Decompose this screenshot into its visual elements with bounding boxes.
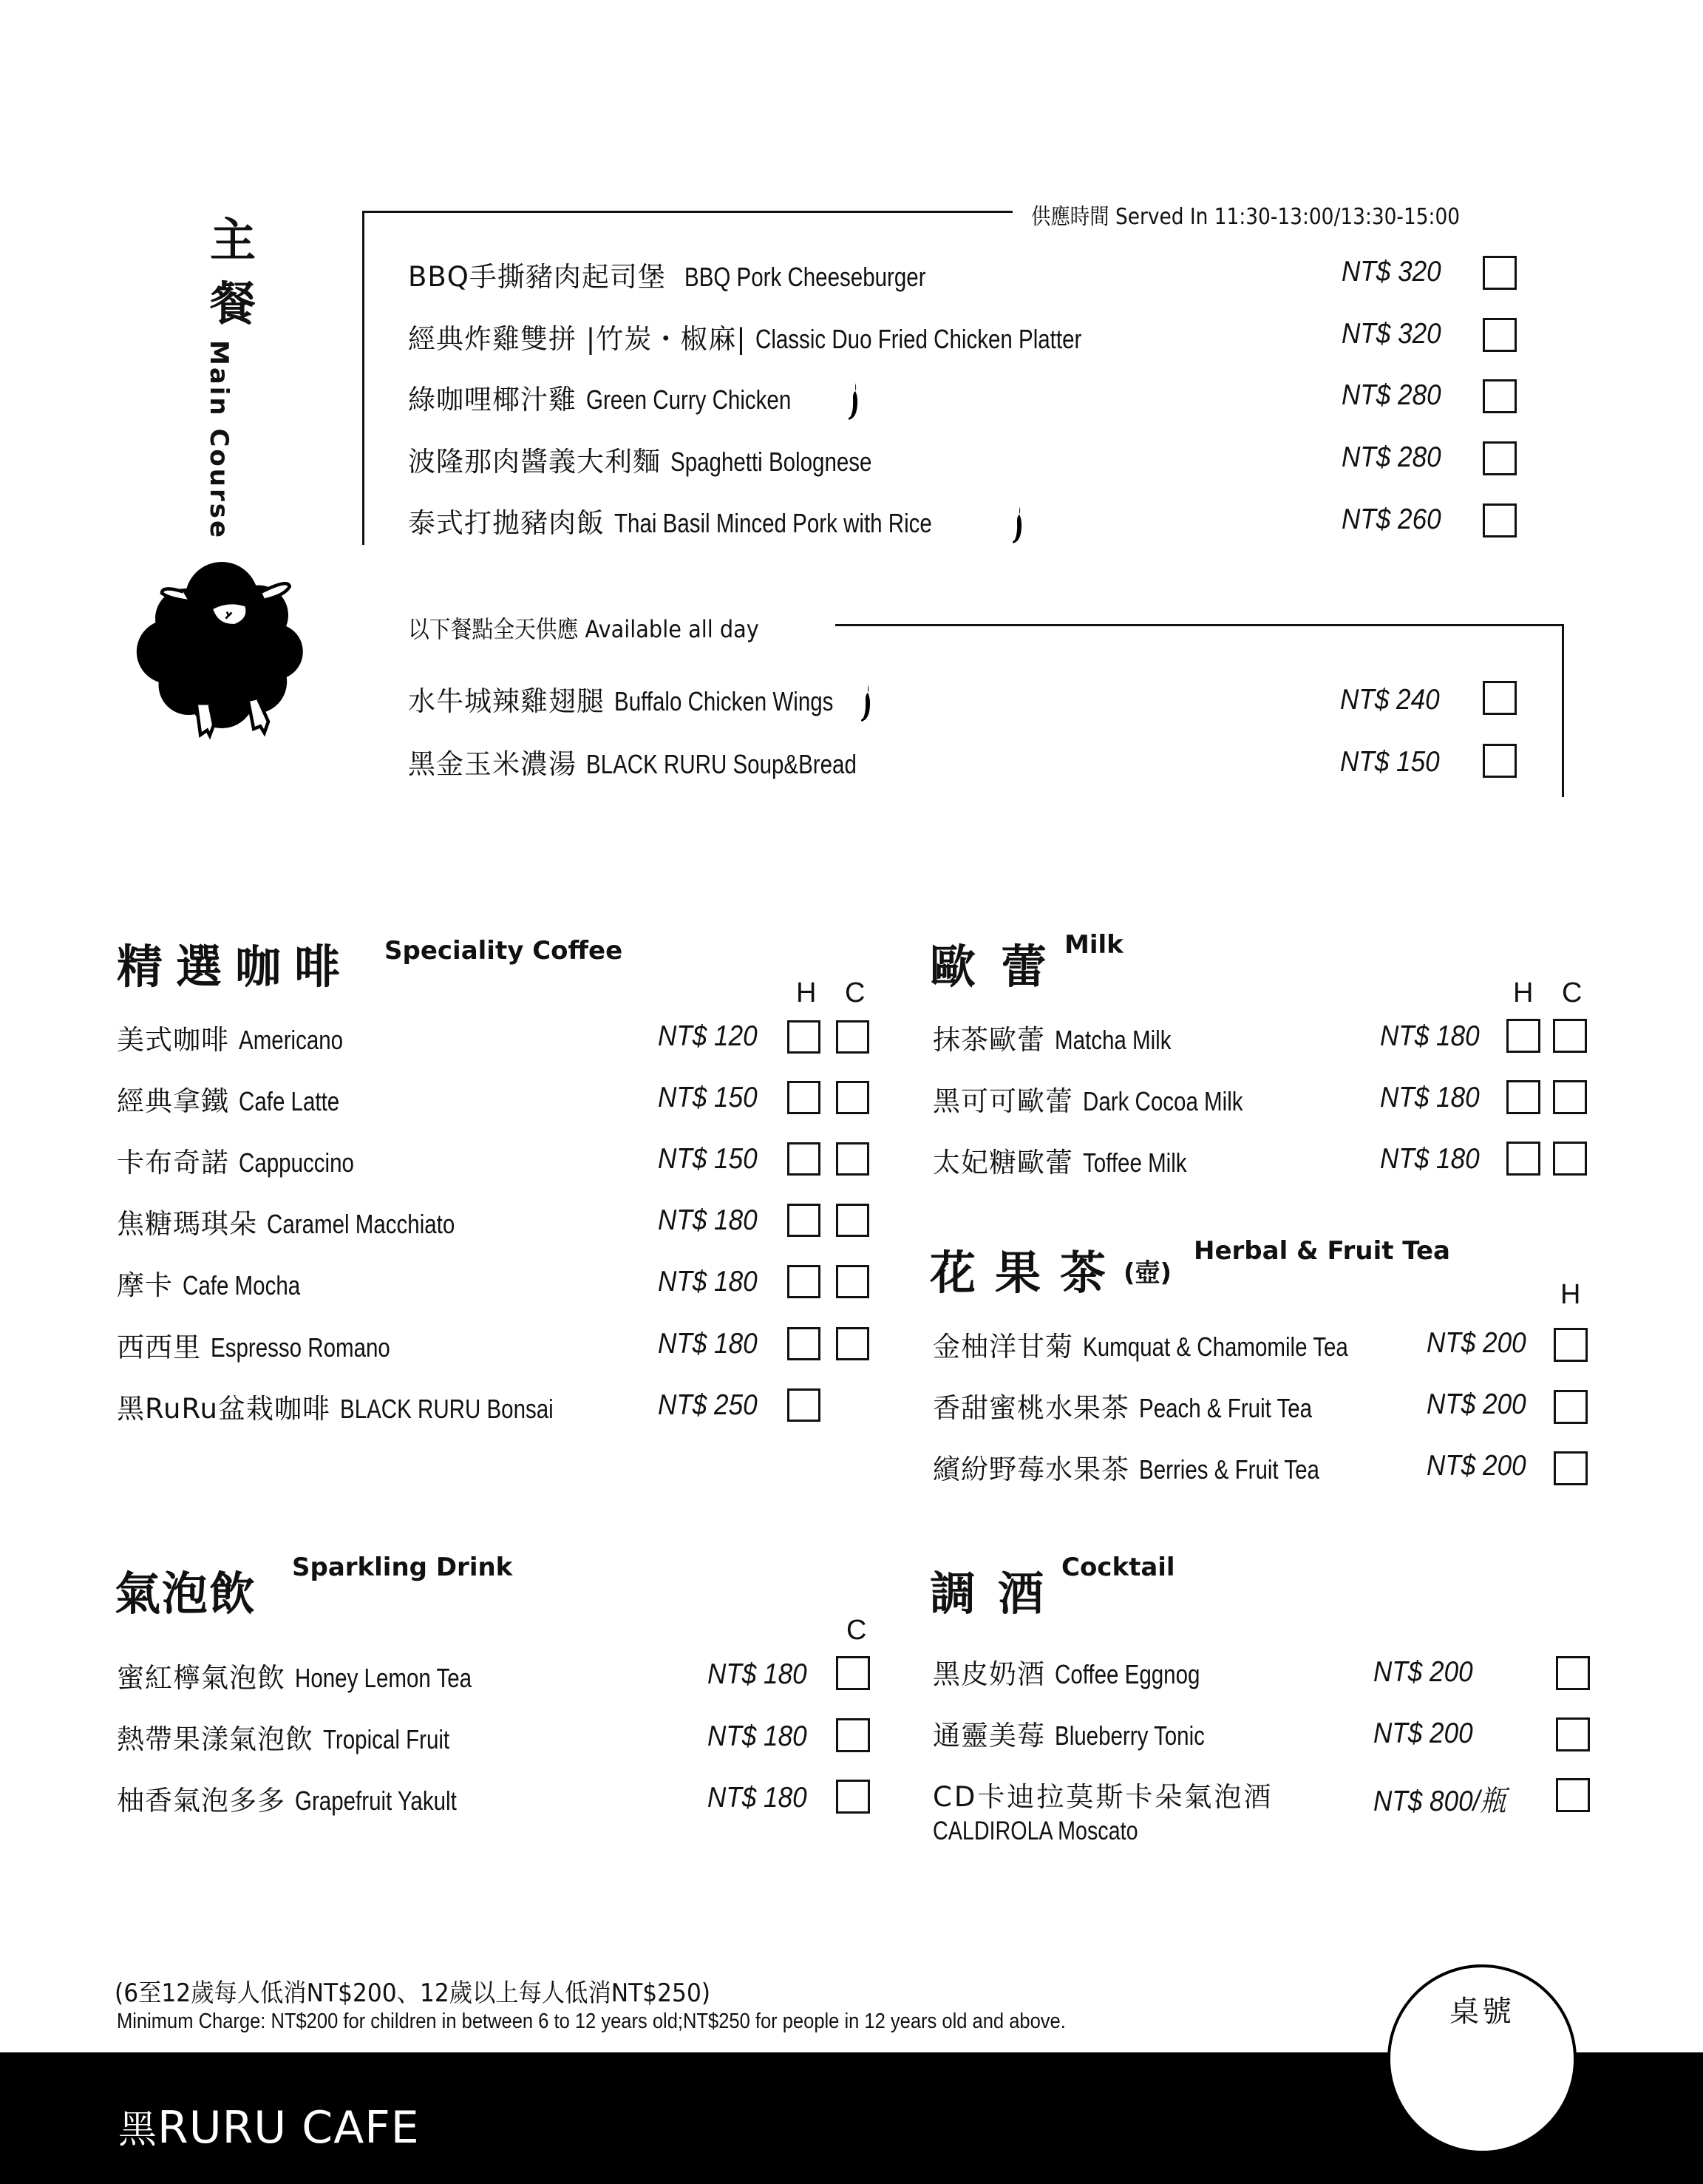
hot-checkbox[interactable]	[1554, 1451, 1588, 1485]
hot-column-label: H	[796, 977, 817, 1008]
order-checkbox[interactable]	[1556, 1717, 1590, 1751]
cold-column-label: C	[1562, 977, 1583, 1008]
menu-item-black-ruru-soup-bread: 黑金玉米濃湯 BLACK RURU Soup&Bread	[408, 748, 857, 780]
sparkling-title-en: Sparkling Drink	[292, 1553, 513, 1582]
menu-item-peach-fruit-tea: 香甜蜜桃水果茶 Peach & Fruit Tea	[933, 1392, 1312, 1424]
menu-item-classic-duo-fried-chicken: 經典炸雞雙拼 |竹炭・椒麻| Classic Duo Fried Chicken Platter	[408, 323, 1082, 355]
hot-checkbox[interactable]	[787, 1327, 820, 1360]
price: NT$ 200	[1373, 1717, 1473, 1749]
menu-item-spaghetti-bolognese: 波隆那肉醬義大利麵 Spaghetti Bolognese	[408, 446, 872, 478]
menu-item-dark-cocoa-milk: 黑可可歐蕾 Dark Cocoa Milk	[933, 1085, 1243, 1117]
menu-item-green-curry-chicken: 綠咖哩椰汁雞 Green Curry Chicken	[408, 377, 862, 421]
cold-column-label: C	[846, 1615, 867, 1646]
cold-checkbox[interactable]	[836, 1142, 869, 1176]
hot-checkbox[interactable]	[1506, 1080, 1540, 1114]
hot-column-label: H	[1513, 977, 1534, 1008]
price: NT$ 180	[1380, 1082, 1480, 1113]
price: NT$ 320	[1342, 256, 1441, 288]
cold-checkbox[interactable]	[836, 1204, 869, 1237]
ruru-cafe-logo	[118, 2098, 420, 2154]
menu-item-honey-lemon-tea: 蜜紅檸氣泡飲 Honey Lemon Tea	[117, 1662, 472, 1694]
hot-checkbox[interactable]	[787, 1142, 820, 1176]
price: NT$ 180	[658, 1328, 758, 1360]
order-checkbox[interactable]	[1556, 1778, 1590, 1812]
price: NT$ 800/瓶	[1373, 1785, 1506, 1817]
cocktail-title-zh: 調酒	[930, 1567, 1067, 1621]
tea-title-zh: 花果茶	[930, 1246, 1126, 1300]
menu-item-tropical-fruit: 熱帶果漾氣泡飲 Tropical Fruit	[117, 1723, 449, 1755]
milk-title-en: Milk	[1064, 930, 1124, 960]
price: NT$ 260	[1342, 503, 1441, 535]
price: NT$ 240	[1340, 684, 1440, 716]
hot-checkbox[interactable]	[787, 1081, 820, 1114]
cold-checkbox[interactable]	[836, 1081, 869, 1114]
hot-checkbox[interactable]	[1554, 1328, 1588, 1362]
black-sheep-mascot-icon	[122, 540, 322, 750]
cold-column-label: C	[845, 977, 866, 1008]
price: NT$ 150	[1340, 746, 1440, 778]
order-checkbox[interactable]	[1483, 681, 1517, 715]
frame-left-line	[362, 211, 364, 545]
order-checkbox[interactable]	[1483, 441, 1517, 475]
price: NT$ 180	[1380, 1020, 1480, 1052]
menu-item-cafe-mocha: 摩卡 Cafe Mocha	[117, 1269, 300, 1301]
menu-item-kumquat-chamomile-tea: 金柚洋甘菊 Kumquat & Chamomile Tea	[933, 1331, 1348, 1363]
cold-checkbox[interactable]	[836, 1265, 869, 1298]
all-day-top-line	[835, 624, 1563, 626]
menu-item-cappuccino: 卡布奇諾 Cappuccino	[117, 1147, 354, 1179]
menu-item-caldirola-moscato: CD卡迪拉莫斯卡朵氣泡酒 CALDIROLA Moscato	[933, 1781, 1274, 1845]
coffee-title-zh: 精選咖啡	[117, 940, 354, 994]
menu-item-cafe-latte: 經典拿鐵 Cafe Latte	[117, 1085, 339, 1117]
order-checkbox[interactable]	[1483, 744, 1517, 778]
order-checkbox[interactable]	[1483, 503, 1517, 537]
order-checkbox[interactable]	[1483, 379, 1517, 413]
menu-item-thai-basil-pork-rice: 泰式打拋豬肉飯 Thai Basil Minced Pork with Rice	[408, 501, 1026, 545]
hot-checkbox[interactable]	[787, 1265, 820, 1298]
cold-checkbox[interactable]	[836, 1327, 869, 1360]
cocktail-title-en: Cocktail	[1061, 1553, 1175, 1582]
main-course-title-en: Main Course	[204, 340, 234, 540]
chili-spicy-icon	[1010, 505, 1026, 545]
menu-item-caramel-macchiato: 焦糖瑪琪朵 Caramel Macchiato	[117, 1208, 455, 1240]
price: NT$ 150	[658, 1082, 758, 1113]
order-checkbox[interactable]	[1556, 1656, 1590, 1690]
cold-checkbox[interactable]	[836, 1718, 870, 1752]
chili-spicy-icon	[846, 381, 862, 421]
menu-item-black-ruru-bonsai: 黑RuRu盆栽咖啡 BLACK RURU Bonsai	[117, 1393, 554, 1425]
hot-column-label: H	[1560, 1279, 1581, 1310]
price: NT$ 280	[1342, 379, 1441, 411]
menu-item-coffee-eggnog: 黑皮奶酒 Coffee Eggnog	[933, 1658, 1200, 1690]
menu-item-buffalo-chicken-wings: 水牛城辣雞翅腿 Buffalo Chicken Wings	[408, 679, 874, 723]
price: NT$ 180	[658, 1266, 758, 1298]
price: NT$ 180	[707, 1658, 807, 1690]
cold-checkbox[interactable]	[836, 1656, 870, 1690]
price: NT$ 120	[658, 1020, 758, 1052]
milk-title-zh: 歐蕾	[930, 940, 1073, 994]
cold-checkbox[interactable]	[836, 1780, 870, 1814]
served-time-label: 供應時間 Served In 11:30-13:00/13:30-15:00	[1031, 204, 1461, 230]
price: NT$ 180	[658, 1204, 758, 1236]
all-day-right-line	[1562, 624, 1564, 797]
menu-item-blueberry-tonic: 通靈美莓 Blueberry Tonic	[933, 1720, 1205, 1751]
sparkling-title-zh: 氣泡飲	[115, 1567, 257, 1621]
coffee-title-en: Speciality Coffee	[384, 936, 623, 966]
price: NT$ 320	[1342, 318, 1441, 350]
price: NT$ 200	[1373, 1656, 1473, 1688]
all-day-label: 以下餐點全天供應 Available all day	[408, 615, 759, 643]
logo-text: RURU CAFE	[157, 2102, 420, 2154]
price: NT$ 200	[1427, 1450, 1526, 1482]
menu-item-toffee-milk: 太妃糖歐蕾 Toffee Milk	[933, 1147, 1187, 1179]
tea-title-note: (壺)	[1124, 1258, 1172, 1288]
main-course-title-zh: 主 餐	[209, 213, 256, 330]
order-checkbox[interactable]	[1483, 256, 1517, 290]
menu-item-matcha-milk: 抹茶歐蕾 Matcha Milk	[933, 1024, 1172, 1056]
price: NT$ 280	[1342, 441, 1441, 473]
price: NT$ 200	[1427, 1388, 1526, 1420]
cold-checkbox[interactable]	[1553, 1019, 1587, 1053]
tea-title-en: Herbal & Fruit Tea	[1194, 1236, 1450, 1266]
minimum-charge-en: Minimum Charge: NT$200 for children in between 6 to 12 years old;NT$250 for people in 12 years old and above.	[117, 2010, 1066, 2033]
minimum-charge-zh: (6至12歲每人低消NT$200、12歲以上每人低消NT$250)	[115, 1978, 711, 2008]
menu-item-americano: 美式咖啡 Americano	[117, 1024, 343, 1056]
hot-checkbox[interactable]	[1506, 1019, 1540, 1053]
price: NT$ 180	[707, 1782, 807, 1814]
chili-spicy-icon	[858, 683, 874, 723]
table-number-circle[interactable]	[1387, 1964, 1577, 2154]
price: NT$ 200	[1427, 1327, 1526, 1359]
table-number-label: 桌號	[1449, 1995, 1515, 2029]
hot-checkbox[interactable]	[1554, 1390, 1588, 1424]
frame-top-line	[362, 211, 1013, 213]
menu-item-grapefruit-yakult: 柚香氣泡多多 Grapefruit Yakult	[117, 1785, 457, 1817]
price: NT$ 180	[1380, 1143, 1480, 1175]
hot-checkbox[interactable]	[787, 1204, 820, 1237]
cold-checkbox[interactable]	[836, 1020, 869, 1054]
price: NT$ 250	[658, 1389, 758, 1421]
hot-checkbox[interactable]	[1506, 1142, 1540, 1176]
order-checkbox[interactable]	[1483, 318, 1517, 352]
price: NT$ 180	[707, 1720, 807, 1752]
price: NT$ 150	[658, 1143, 758, 1175]
cold-checkbox[interactable]	[1553, 1080, 1587, 1114]
logo-glyph: 黑	[118, 2108, 158, 2152]
menu-item-berries-fruit-tea: 繽紛野莓水果茶 Berries & Fruit Tea	[933, 1454, 1319, 1485]
hot-checkbox[interactable]	[787, 1020, 820, 1054]
hot-checkbox[interactable]	[787, 1388, 820, 1422]
menu-item-espresso-romano: 西西里 Espresso Romano	[117, 1332, 390, 1363]
menu-item-bbq-pork-cheeseburger: BBQ手撕豬肉起司堡 BBQ Pork Cheeseburger	[408, 261, 926, 293]
cold-checkbox[interactable]	[1553, 1142, 1587, 1176]
